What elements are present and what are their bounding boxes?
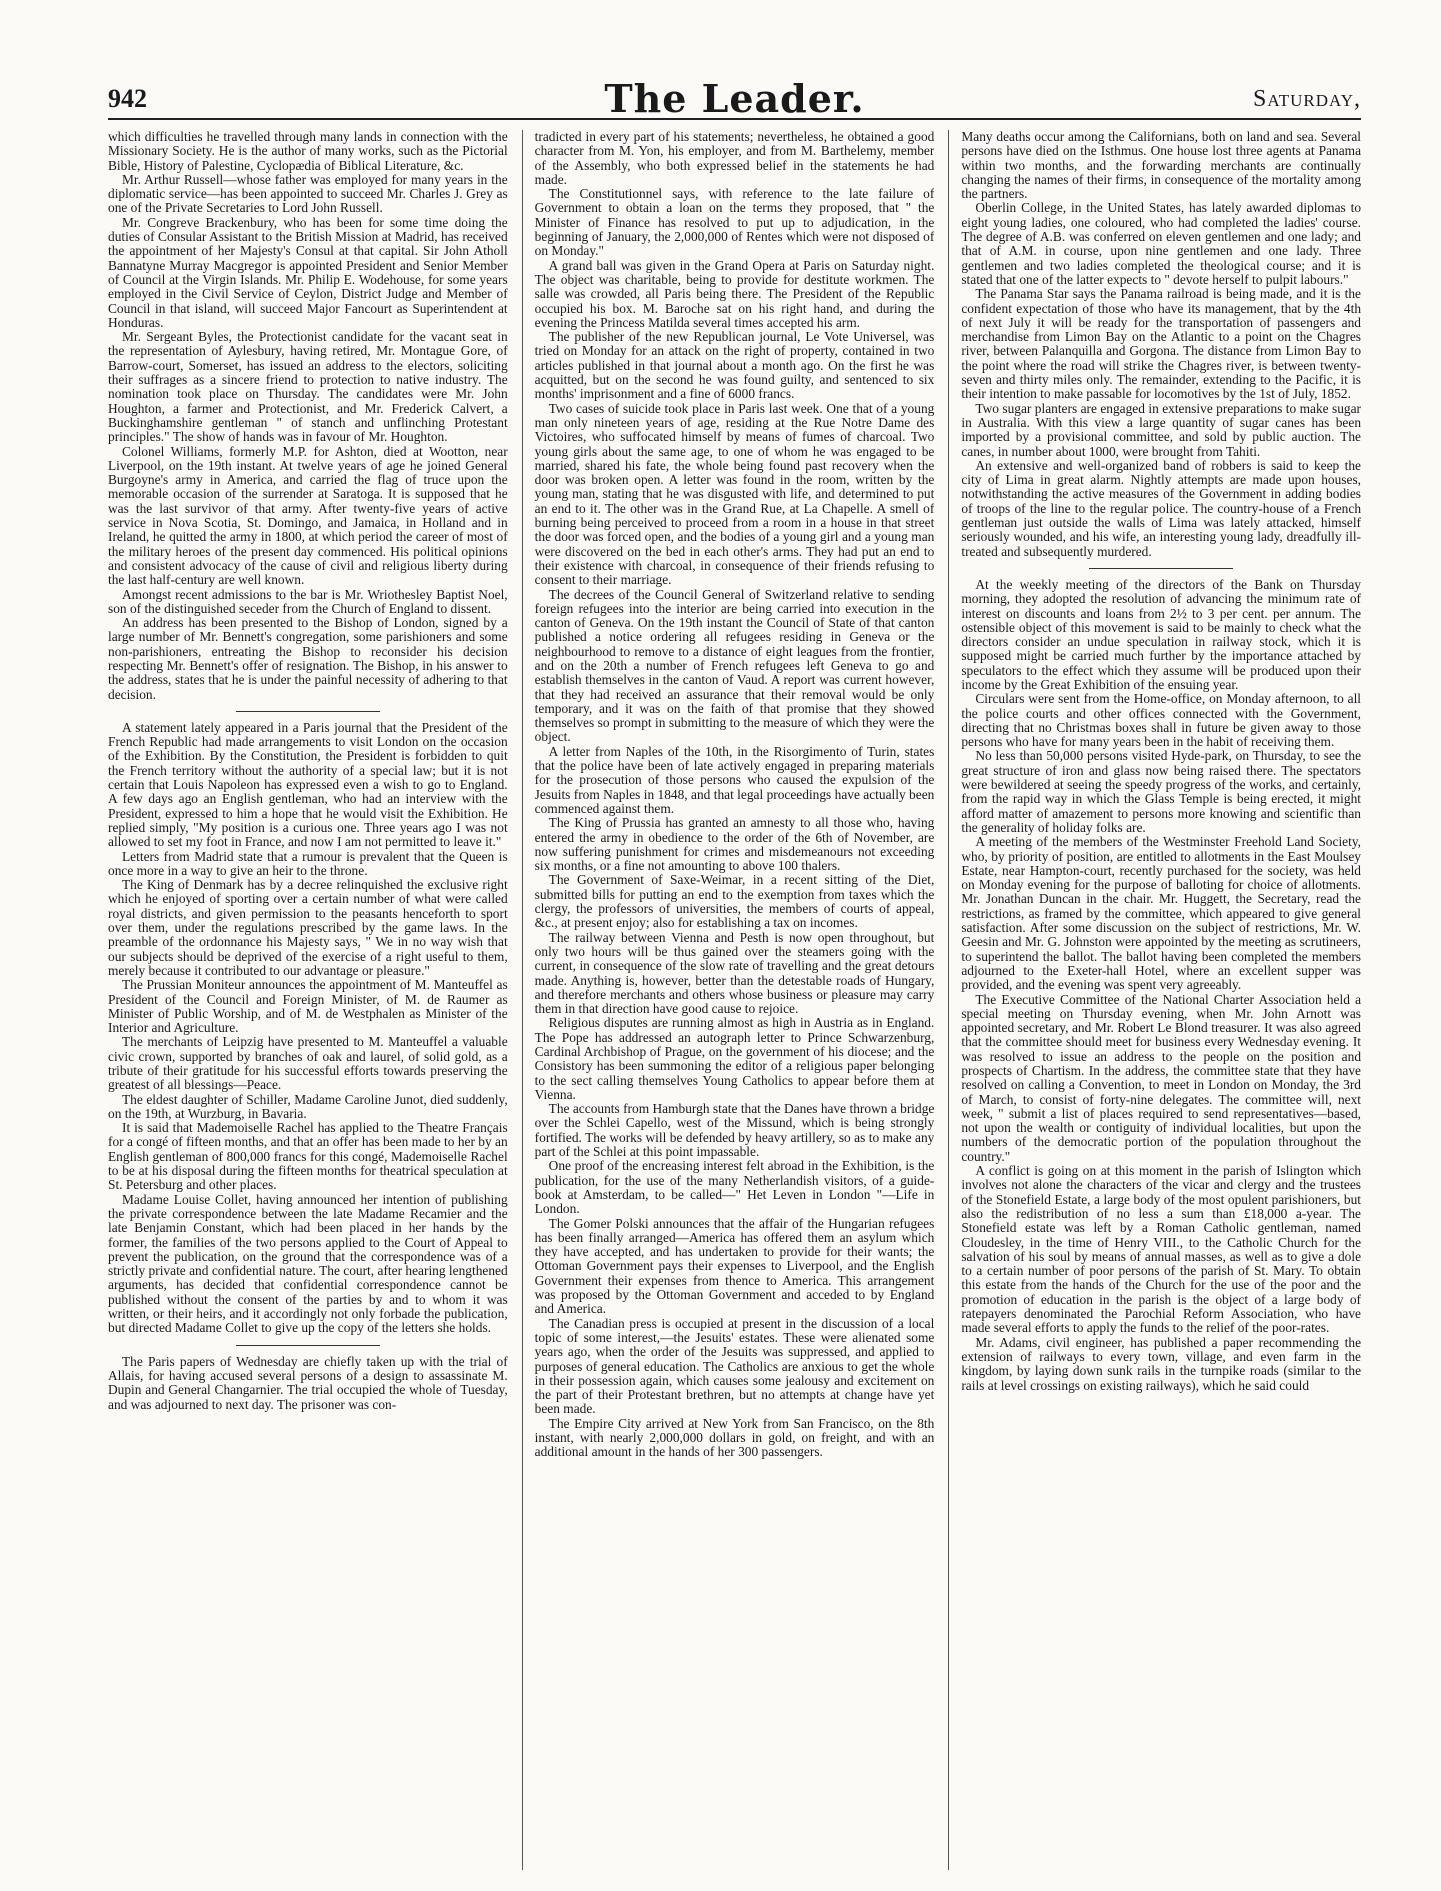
masthead-title: The Leader. bbox=[604, 76, 865, 121]
article-paragraph: Letters from Madrid state that a rumour is prevalent that the Queen is once more in a way to give an heir to the throne. bbox=[108, 848, 508, 878]
article-paragraph: Mr. Adams, civil engineer, has published a paper recommending the extension of railways to every town, village, and even farm in the kingdom, by laying down sunk rails in the turnpike roads (similar to the rails at level crossings on existing railways), which he said could bbox=[961, 1334, 1362, 1393]
article-paragraph: The Panama Star says the Panama railroad is being made, and it is the confident expectation of those who have its management, that by the 4th of next July it will be ready for the transportation of passengers and merchandise from Limon Bay on the Atlantic to a point on the Chagres river, between Palanquilla and Gorgona. The distance from Limon Bay to the point where the road will strike the Chagres river, is between twenty-seven and thirty miles only. The remainder, extending to the Pacific, it is their intention to make passable for locomotives by the 1st of July, 1852. bbox=[961, 286, 1362, 402]
article-paragraph: Many deaths occur among the Californians, both on land and sea. Several persons have died on the Isthmus. One house lost three agents at Panama within two months, and the forwarding merchants are continually changing the names of their firms, in consequence of the mortality among the partners. bbox=[961, 130, 1362, 202]
article-paragraph: Religious disputes are running almost as high in Austria as in England. The Pope has addressed an autograph letter to Prince Schwarzenburg, Cardinal Archbishop of Prague, on the government of his diocese; and the Consistory has been summoning the editor of a religious paper belonging to the sect calling themselves Young Catholics to appear before them at Vienna. bbox=[534, 1015, 935, 1102]
column-3 bbox=[948, 130, 1361, 1870]
text-columns bbox=[108, 130, 1361, 1870]
article-paragraph: Amongst recent admissions to the bar is Mr. Wriothesley Baptist Noel, son of the distinguished seceder from the Church of England to dissent. bbox=[108, 586, 508, 616]
section-rule bbox=[236, 1345, 380, 1346]
section-rule bbox=[1089, 568, 1233, 569]
article-paragraph: Two sugar planters are engaged in extensive preparations to make sugar in Australia. With this view a large quantity of sugar canes has been imported by a provisional committee, and sold by public auction. The canes, in number about 1000, were brought from Tahiti. bbox=[961, 400, 1362, 459]
article-paragraph: Mr. Congreve Brackenbury, who has been for some time doing the duties of Consular Assistant to the British Mission at Madrid, has received the appointment of her Majesty's Consul at that capital. Sir John Atholl Bannatyne Murray Macgregor is appointed President and Senior Member of Council at the Virgin Islands. Mr. Philip E. Wodehouse, for some years employed in the Civil Service of Ceylon, District Judge and Member of Council in that island, will succeed Major Fancourt as Superintendent at Honduras. bbox=[108, 214, 508, 330]
section-rule bbox=[236, 711, 380, 712]
article-paragraph: Two cases of suicide took place in Paris last week. One that of a young man only nineteen years of age, residing at the Rue Notre Dame des Victoires, who suffocated himself by means of fumes of charcoal. Two young girls about the same age, to one of whom he was engaged to be married, shared his fate, the whole being found past recovery when the door was broken open. A letter was found in the room, written by the young man, stating that he was disgusted with life, and determined to put an end to it. The other was in the Grand Rue, at La Chapelle. A smell of burning being perceived to proceed from a room in a house in that street the door was forced open, and the bodies of a young girl and a young man were discovered on the bed in each other's arms. They had put an end to their existence with charcoal, in consequence of their friends refusing to consent to their marriage. bbox=[534, 400, 935, 588]
article-paragraph: The decrees of the Council General of Switzerland relative to sending foreign refugees into the interior are being carried into execution in the canton of Geneva. On the 19th instant the Council of State of that canton published a notice ordering all refugees residing in Geneva or the neighbourhood to remove to a distance of eight leagues from the frontier, and on the 20th a number of French refugees left Geneva to go and establish themselves in the canton of Vaud. A report was current however, that they had received an assurance that their removal would be only temporary, and it was on the faith of that promise that they showed themselves so prompt in submitting to the measure of which they were the object. bbox=[534, 586, 935, 745]
article-paragraph: The publisher of the new Republican journal, Le Vote Universel, was tried on Monday for an attack on the right of property, contained in two articles published in that journal about a month ago. On the first he was acquitted, but on the second he was found guilty, and sentenced to six months' imprisonment and a fine of 6000 francs. bbox=[534, 329, 935, 402]
article-paragraph: At the weekly meeting of the directors of the Bank on Thursday morning, they adopted the resolution of advancing the minimum rate of interest on discounts and loans from 2½ to 3 per cent. per annum. The ostensible object of this movement is said to be mainly to check what the directors consider an undue speculation in railway stock, which it is supposed might be carried much further by the importance attached by speculators to the effect which they assume will be produced upon their income by the Great Exhibition of the ensuing year. bbox=[961, 576, 1362, 692]
article-paragraph: Mr. Arthur Russell—whose father was employed for many years in the diplomatic service—has been appointed to succeed Mr. Charles J. Grey as one of the Private Secretaries to Lord John Russell. bbox=[108, 171, 508, 216]
article-paragraph: An address has been presented to the Bishop of London, signed by a large number of Mr. Bennett's congregation, some parishioners and some non-parishioners, entreating the Bishop to reconsider his decision respecting Mr. Bennett's offer of resignation. The Bishop, in his answer to the address, states that he is under the painful necessity of adhering to that decision. bbox=[108, 615, 508, 702]
article-paragraph: The eldest daughter of Schiller, Madame Caroline Junot, died suddenly, on the 19th, at Wurzburg, in Bavaria. bbox=[108, 1091, 508, 1121]
article-paragraph: tradicted in every part of his statements; nevertheless, he obtained a good character from M. Yon, his employer, and from M. Barthelemy, member of the Assembly, who both expressed belief in the statements he had made. bbox=[534, 130, 935, 187]
article-paragraph: A letter from Naples of the 10th, in the Risorgimento of Turin, states that the police have been of late actively engaged in preparing materials for the prosecution of those persons who caused the expulsion of the Jesuits from Naples in 1848, and that legal proceedings have actually been commenced against them. bbox=[534, 743, 935, 816]
article-paragraph: Oberlin College, in the United States, has lately awarded diplomas to eight young ladies, one coloured, who had completed the ladies' course. The degree of A.B. was conferred on eleven gentlemen and one lady; and that of A.M. in course, upon nine gentlemen and one lady. Three gentlemen and two ladies completed the theological course; and it is stated that one of the latter expects to " devote herself to pulpit labours." bbox=[961, 200, 1362, 287]
article-paragraph: Mr. Sergeant Byles, the Protectionist candidate for the vacant seat in the representation of Aylesbury, having retired, Mr. Montague Gore, of Barrow-court, Somerset, has issued an address to the electors, soliciting their suffrages as a sincere friend to protection to native industry. The nomination took place on Thursday. The candidates were Mr. John Houghton, a farmer and Protectionist, and Mr. Frederick Calvert, a Buckinghamshire gentleman " of stanch and unflinching Protestant principles." The show of hands was in favour of Mr. Houghton. bbox=[108, 329, 508, 445]
article-paragraph: One proof of the encreasing interest felt abroad in the Exhibition, is the publication, for the use of the many Netherlandish visitors, of a guide-book at Amsterdam, to be called—" Het Leven in London "—Life in London. bbox=[534, 1158, 935, 1217]
article-paragraph: Circulars were sent from the Home-office, on Monday afternoon, to all the police courts and other offices connected with the Government, directing that no Christmas boxes shall in future be given away to those persons who have for many years been in the habit of receiving them. bbox=[961, 691, 1362, 750]
article-paragraph: The King of Prussia has granted an amnesty to all those who, having entered the army in obedience to the order of the 6th of November, are now suffering punishment for crimes and misdemeanours not exceeding six months, or a fine not amounting to above 100 thalers. bbox=[534, 815, 935, 874]
page-header bbox=[108, 78, 1361, 120]
article-paragraph: The railway between Vienna and Pesth is now open throughout, but only two hours will be thus gained over the steamers going with the current, in consequence of the slow rate of travelling and the great detours made. Anything is, however, better than the detestable roads of Hungary, and therefore merchants and others whose business or pleasure may carry them in that direction have good cause to rejoice. bbox=[534, 929, 935, 1017]
article-paragraph: A meeting of the members of the Westminster Freehold Land Society, who, by priority of position, are entitled to allotments in the East Moulsey Estate, near Hampton-court, recently purchased for the society, was held on Monday evening for the purpose of balloting for choice of allotments. Mr. Jonathan Duncan in the chair. Mr. Huggett, the Secretary, read the restrictions, as framed by the committee, which appeared to give general satisfaction. After some discussion on the subject of restrictions, Mr. W. Geesin and Mr. G. Johnston were appointed by the meeting as scrutineers, to superintend the ballot. The ballot having been completed the members adjourned to the Exeter-hall Hotel, where an excellent supper was provided, and the evening was spent very agreeably. bbox=[961, 834, 1362, 993]
article-paragraph: The accounts from Hamburgh state that the Danes have thrown a bridge over the Schlei Capello, west of the Missund, which is being strongly fortified. The works will be defended by heavy artillery, so as to make any part of the Schlei at this point impassable. bbox=[534, 1101, 935, 1160]
article-paragraph: The Gomer Polski announces that the affair of the Hungarian refugees has been finally arranged—America has offered them an asylum which they have accepted, and has undertaken to provide for their wants; the Ottoman Government pays their expenses to Liverpool, and the English Government their expenses from thence to America. This arrangement was proposed by the Ottoman Government and acceded to by England and America. bbox=[534, 1215, 935, 1317]
article-paragraph: No less than 50,000 persons visited Hyde-park, on Thursday, to see the great structure of iron and glass now being raised there. The spectators were bewildered at seeing the speedy progress of the works, and certainly, from the rapid way in which the Glass Temple is being erected, it might afford matter of amazement to persons more knowing and scientific than the generality of holiday folks are. bbox=[961, 748, 1362, 835]
article-paragraph: A conflict is going on at this moment in the parish of Islington which involves not alone the characters of the vicar and clergy and the trustees of the Stonefield Estate, a large body of the most opulent parishioners, but also the redistribution of no less a sum than £18,000 a-year. The Stonefield estate was left by a Roman Catholic gentleman, named Cloudesley, in the time of Henry VIII., to the Catholic Church for the salvation of his soul by means of annual masses, as well as to give a dole to a certain number of poor persons of the parish of St. Mary. To obtain this estate from the hands of the Church for the use of the poor and the promotion of education in the parish is the object of a large body of ratepayers denominated the Parochial Reform Association, who have made several efforts to apply the funds to the relief of the poor-rates. bbox=[961, 1163, 1362, 1336]
column-2 bbox=[522, 130, 935, 1870]
article-paragraph: It is said that Mademoiselle Rachel has applied to the Theatre Français for a congé of fifteen months, and that an offer has been made to her by an English gentleman of 800,000 francs for this congé, Mademoiselle Rachel to be at his disposal during the fifteen months for theatrical speculation at St. Petersburg and other places. bbox=[108, 1120, 508, 1193]
article-paragraph: Madame Louise Collet, having announced her intention of publishing the private correspondence between the late Madame Recamier and the late Benjamin Constant, which had been placed in her hands by the former, the families of the two persons applied to the Court of Appeal to prevent the publication, on the ground that the correspondence was of a strictly private and confidential nature. The court, after hearing lengthened arguments, has decided that confidential correspondence cannot be published without the consent of the parties by and to whom it was written, or their heirs, and it accordingly not only forbade the publication, but directed Madame Collet to give up the copy of the letters she holds. bbox=[108, 1191, 508, 1336]
article-paragraph: The Executive Committee of the National Charter Association held a special meeting on Thursday evening, when Mr. John Arnott was appointed secretary, and Mr. Robert Le Blond treasurer. It was also agreed that the committee should meet for business every Wednesday evening. It was resolved to issue an address to the people on the position and prospects of Chartism. In the address, the committee state that they have resolved on calling a Convention, to meet in London on Monday, the 3rd of March, to consist of forty-nine delegates. The committee will, next week, " submit a list of places required to send representatives—based, not upon the wealth or contiguity of individual localities, but upon the numbers of the democratic portion of the population throughout the country." bbox=[961, 991, 1362, 1164]
dateline-day: Saturday, bbox=[1252, 86, 1361, 112]
article-paragraph: The Constitutionnel says, with reference to the late failure of Government to obtain a loan on the terms they proposed, that " the Minister of Finance has resolved to put up to adjudication, in the beginning of January, the 2,000,000 of Rentes which were not disposed of on Monday." bbox=[534, 186, 935, 259]
article-paragraph: The King of Denmark has by a decree relinquished the exclusive right which he enjoyed of sporting over a certain number of what were called royal districts, and given permission to the peasants henceforth to sport over them, under the regulations prescribed by the game laws. In the preamble of the ordonnance his Majesty says, " We in no way wish that our subjects should be deprived of the exercise of a right useful to them, merely because it contributed to our advantage or pleasure." bbox=[108, 877, 508, 978]
article-paragraph: An extensive and well-organized band of robbers is said to keep the city of Lima in great alarm. Nightly attempts are made upon houses, notwithstanding the active measures of the Government in adding bodies of troops of the line to the regular police. The country-house of a French gentleman just outside the walls of Lima was lately attacked, himself seriously wounded, and his wife, an interesting young lady, dreadfully ill-treated and subsequently murdered. bbox=[961, 457, 1362, 559]
article-paragraph: The Empire City arrived at New York from San Francisco, on the 8th instant, with nearly 2,000,000 dollars in gold, on freight, and with an additional amount in the hands of her 300 passengers. bbox=[534, 1415, 935, 1460]
page-number: 942 bbox=[108, 84, 147, 113]
article-paragraph: A grand ball was given in the Grand Opera at Paris on Saturday night. The object was charitable, being to provide for destitute workmen. The salle was crowded, all Paris being there. The President of the Republic occupied his box. M. Baroche sat on his right hand, and during the evening the Princess Matilda several times accepted his arm. bbox=[534, 257, 935, 330]
article-paragraph: The Paris papers of Wednesday are chiefly taken up with the trial of Allais, for having accused several persons of a design to assassinate M. Dupin and General Changarnier. The trial occupied the whole of Tuesday, and was adjourned to next day. The prisoner was con- bbox=[108, 1353, 508, 1412]
article-paragraph: A statement lately appeared in a Paris journal that the President of the French Republic had made arrangements to visit London on the occasion of the Exhibition. By the Constitution, the President is forbidden to quit the French territory without the authority of a special law; but it is not certain that Louis Napoleon has expressed even a wish to go to England. A few days ago an English gentleman, who had an interview with the President, expressed to him a hope that he would visit the Exhibition. He replied simply, "My position is a curious one. Three years ago I was not allowed to set my foot in France, and now I am not permitted to leave it." bbox=[108, 719, 508, 850]
article-paragraph: The merchants of Leipzig have presented to M. Manteuffel a valuable civic crown, supported by branches of oak and laurel, of solid gold, as a tribute of their gratitude for his successful efforts towards preserving the greatest of all blessings—Peace. bbox=[108, 1034, 508, 1093]
article-paragraph: The Government of Saxe-Weimar, in a recent sitting of the Diet, submitted bills for putting an end to the exemption from taxes which the clergy, the professors of universities, the members of courts of appeal, &c., at present enjoy; also for establishing a tax on incomes. bbox=[534, 872, 935, 931]
column-1 bbox=[108, 130, 508, 1870]
article-paragraph: which difficulties he travelled through many lands in connection with the Missionary Society. He is the author of many works, such as the Pictorial Bible, History of Palestine, Cyclopædia of Biblical Literature, &c. bbox=[108, 130, 508, 173]
article-paragraph: The Canadian press is occupied at present in the discussion of a local topic of some interest,—the Jesuits' estates. These were alienated some years ago, when the order of the Jesuits was suppressed, and applied to purposes of general education. The Catholics are anxious to get the whole in their possession again, which causes some jealousy and excitement on the part of their Protestant brethren, but no attempts at change have yet been made. bbox=[534, 1315, 935, 1417]
article-paragraph: Colonel Williams, formerly M.P. for Ashton, died at Wootton, near Liverpool, on the 19th instant. At twelve years of age he joined General Burgoyne's army in America, and carried the flag of truce upon the memorable occasion of the surrender at Saratoga. It is supposed that he was the last survivor of that army. After twenty-five years of active service in Nova Scotia, St. Domingo, and Jamaica, in Holland and in Ireland, he quitted the army in 1800, at which period the career of most of the military heroes of the present day commenced. His political opinions and consistent advocacy of the cause of civil and religious liberty during the last half-century are well known. bbox=[108, 443, 508, 588]
article-paragraph: The Prussian Moniteur announces the appointment of M. Manteuffel as President of the Council and Foreign Minister, of M. de Raumer as Minister of Public Worship, and of M. de Westphalen as Minister of the Interior and Agriculture. bbox=[108, 977, 508, 1036]
